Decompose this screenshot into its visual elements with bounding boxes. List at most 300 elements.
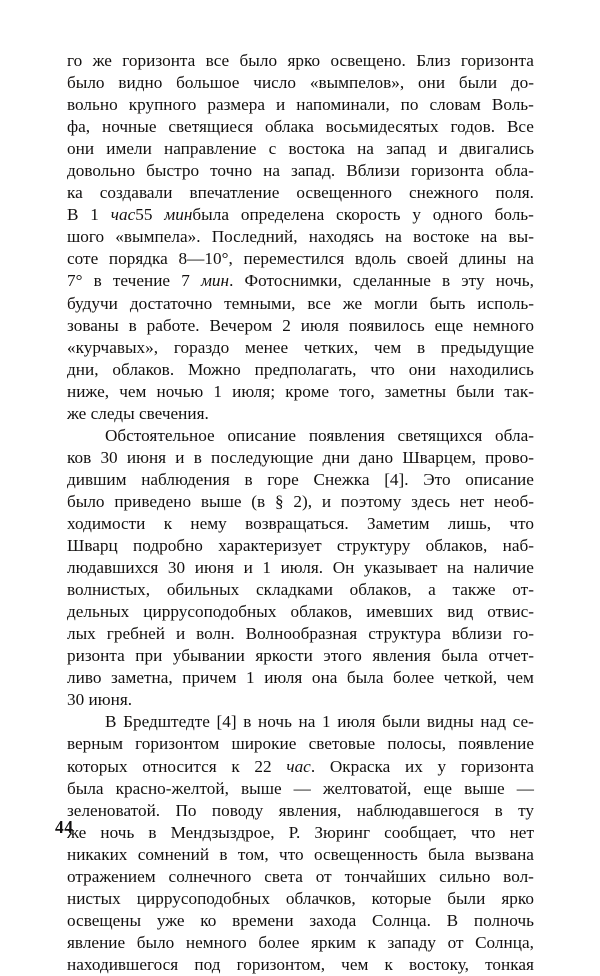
text: более xyxy=(393,668,435,688)
text: световые xyxy=(308,734,376,754)
text-word xyxy=(67,315,119,337)
text: освещены xyxy=(67,910,142,930)
text-word xyxy=(372,888,432,910)
text-word xyxy=(181,270,190,292)
text: фа, xyxy=(67,117,91,137)
text: Шварц xyxy=(67,536,118,556)
text: циррусоподобных xyxy=(136,888,270,908)
text: гораздо xyxy=(173,337,230,357)
text: освещенность xyxy=(313,844,418,864)
text: направление xyxy=(164,139,257,159)
text-line xyxy=(67,535,534,557)
text-word xyxy=(67,270,83,292)
text: необ- xyxy=(493,491,534,511)
text: солнечного xyxy=(168,866,252,886)
text-word xyxy=(67,447,91,469)
text-word xyxy=(513,711,534,733)
text-word xyxy=(509,513,534,535)
text-word xyxy=(67,94,118,116)
text-word xyxy=(232,381,275,403)
text-word xyxy=(314,822,370,844)
text-word xyxy=(100,447,117,469)
text-word xyxy=(346,160,400,182)
text-word xyxy=(518,800,534,822)
text: от xyxy=(447,932,464,952)
page-text-block xyxy=(67,50,534,976)
text: было xyxy=(136,932,175,952)
text: немного xyxy=(473,315,534,335)
text: 55 xyxy=(135,205,153,225)
text-word xyxy=(464,778,505,800)
text-word xyxy=(411,160,484,182)
text-word xyxy=(262,557,271,579)
text-word xyxy=(323,645,362,667)
text-word xyxy=(67,535,118,557)
text-word xyxy=(349,315,425,337)
text: будучи xyxy=(67,293,118,313)
text-word xyxy=(418,72,445,94)
text-word xyxy=(430,293,466,315)
text-word xyxy=(201,491,242,513)
text-word xyxy=(296,182,392,204)
text: Мендзыздрое, xyxy=(170,822,275,842)
text-word xyxy=(111,204,153,226)
text: порядка xyxy=(108,249,168,269)
text: же xyxy=(67,822,87,842)
text-word xyxy=(67,138,94,160)
italic-text: час xyxy=(110,205,136,225)
italic-text: час xyxy=(286,756,311,776)
text: указывает xyxy=(363,558,438,578)
text-word xyxy=(179,248,233,270)
text-word xyxy=(428,579,436,601)
text-word xyxy=(438,756,447,778)
text: описание xyxy=(465,469,534,489)
text-line xyxy=(67,954,534,976)
text: По xyxy=(175,800,197,820)
text: «вымпела». xyxy=(115,227,201,247)
text-word xyxy=(282,315,291,337)
text: Он xyxy=(332,558,355,578)
text-line xyxy=(67,844,534,866)
text: . xyxy=(310,756,316,776)
text-word xyxy=(175,800,196,822)
text-word xyxy=(366,601,433,623)
text: Шварцем, xyxy=(402,447,476,467)
text-word xyxy=(458,733,534,755)
text: имели xyxy=(106,139,152,159)
text: четкой, xyxy=(443,668,498,688)
text: структура xyxy=(368,624,441,644)
text: а xyxy=(428,580,436,600)
text: отвис- xyxy=(487,602,534,622)
text-word xyxy=(496,270,534,292)
text: соте xyxy=(67,249,99,269)
text: в xyxy=(494,800,503,820)
text: чем xyxy=(506,668,534,688)
text: июня xyxy=(126,447,167,467)
text-word xyxy=(364,557,438,579)
text: немного xyxy=(185,932,247,952)
text: се- xyxy=(512,712,534,732)
text-line xyxy=(67,888,534,910)
text: полночь xyxy=(473,910,534,930)
text-word xyxy=(67,579,150,601)
text: июля. xyxy=(280,558,324,578)
text: вблизи xyxy=(451,624,502,644)
text-word xyxy=(385,226,402,248)
text-word xyxy=(67,491,105,513)
text-word xyxy=(485,954,534,976)
text: видно xyxy=(118,73,163,93)
text-word xyxy=(102,116,157,138)
text-word xyxy=(311,932,356,954)
text-word xyxy=(241,204,324,226)
text-word xyxy=(480,226,497,248)
text: ко xyxy=(200,910,217,930)
text: поля. xyxy=(495,183,534,203)
text: горизонтом, xyxy=(236,954,326,974)
text: последующие xyxy=(211,447,314,467)
text-word xyxy=(285,381,329,403)
text-word xyxy=(341,491,402,513)
text-word xyxy=(164,204,229,226)
text: Снежка xyxy=(313,469,370,489)
text-word xyxy=(173,645,245,667)
text: от- xyxy=(512,580,534,600)
text: лишь, xyxy=(447,513,492,533)
text: 30 xyxy=(167,558,186,578)
text: Близ xyxy=(416,51,451,70)
text: на xyxy=(298,712,316,732)
text-word xyxy=(67,226,104,248)
text: дельных xyxy=(67,602,130,622)
text-word xyxy=(357,138,374,160)
text-word xyxy=(480,711,506,733)
text-word xyxy=(309,425,385,447)
text-word xyxy=(67,601,129,623)
text: в xyxy=(219,844,228,864)
italic-text: мин xyxy=(164,205,193,225)
text-word xyxy=(510,822,534,844)
text: чем xyxy=(374,337,402,357)
text: облаков, xyxy=(290,602,353,622)
text-word xyxy=(255,645,312,667)
text: что xyxy=(279,844,304,864)
text: над xyxy=(480,712,506,732)
text-word xyxy=(494,491,534,513)
text-line xyxy=(67,491,534,513)
text: 8—10°, xyxy=(178,249,233,269)
text: Окраска xyxy=(329,756,391,776)
text: вол- xyxy=(503,866,534,886)
text-word xyxy=(495,800,503,822)
text-word xyxy=(504,381,534,403)
text-line xyxy=(67,160,534,182)
text-word xyxy=(299,711,316,733)
text: были xyxy=(382,712,421,732)
text: могли xyxy=(374,293,418,313)
text: дни, xyxy=(67,359,99,379)
text: выше xyxy=(200,491,242,511)
text-word xyxy=(412,204,421,226)
text: у xyxy=(437,756,447,776)
text: ночные xyxy=(102,117,157,137)
text: волн. xyxy=(196,624,235,644)
text-word xyxy=(495,204,534,226)
text-word xyxy=(330,756,390,778)
text: которых xyxy=(67,756,128,776)
text: темными, xyxy=(224,293,296,313)
text-word xyxy=(106,138,152,160)
text: быстро xyxy=(146,161,200,181)
text-word xyxy=(105,711,116,733)
text-word xyxy=(118,72,162,94)
text: Последний, xyxy=(211,227,298,247)
text-word xyxy=(423,778,452,800)
text: освещено. xyxy=(330,51,406,70)
text-word xyxy=(350,579,412,601)
text: здесь xyxy=(411,491,450,511)
text: вызвана xyxy=(475,844,534,864)
text: причем xyxy=(182,668,237,688)
text-word xyxy=(304,337,358,359)
text: приведено xyxy=(114,491,192,511)
text-line xyxy=(67,270,534,292)
text: светящихся xyxy=(397,425,483,445)
text-word xyxy=(343,293,362,315)
text-word xyxy=(501,888,534,910)
text: структуру xyxy=(336,536,411,556)
text: и xyxy=(243,558,253,578)
text: зеленоватой. xyxy=(67,800,161,820)
text-word xyxy=(339,381,375,403)
paragraph xyxy=(67,711,534,976)
text: лых xyxy=(67,624,96,644)
text-word xyxy=(385,381,446,403)
text-word xyxy=(448,932,464,954)
text: подробно xyxy=(133,536,203,556)
text: в xyxy=(148,822,157,842)
text: размера xyxy=(207,95,266,115)
text-line xyxy=(67,248,534,270)
text: чем xyxy=(341,954,369,974)
text-word xyxy=(488,645,534,667)
text-word xyxy=(405,756,423,778)
text-word xyxy=(388,932,436,954)
text: двигались xyxy=(459,139,534,159)
text-line xyxy=(67,315,534,337)
text: нему xyxy=(190,513,227,533)
text: 1 xyxy=(262,558,271,578)
text-word xyxy=(495,425,534,447)
text-word xyxy=(384,469,408,491)
text-line xyxy=(67,623,534,645)
text-word xyxy=(450,116,495,138)
text: вольно xyxy=(67,95,118,115)
text: заметна, xyxy=(110,668,173,688)
text: на xyxy=(517,249,534,269)
text: (в xyxy=(251,491,266,511)
italic-text: мин xyxy=(200,271,230,291)
text-word xyxy=(188,359,241,381)
text-word xyxy=(209,315,272,337)
text-word xyxy=(111,667,173,689)
text-word xyxy=(67,667,101,689)
text-word xyxy=(93,50,112,72)
text-word xyxy=(200,910,216,932)
text-word xyxy=(286,888,356,910)
text-word xyxy=(67,932,125,954)
text-word xyxy=(94,270,102,292)
text: нистых xyxy=(67,888,121,908)
text: дившим xyxy=(67,469,127,489)
text-word xyxy=(190,182,280,204)
text-word xyxy=(485,447,534,469)
text: своей xyxy=(406,249,449,269)
text-word xyxy=(503,535,534,557)
text: четких, xyxy=(303,337,359,357)
text-word xyxy=(245,337,288,359)
text: в xyxy=(244,469,253,489)
text: «курчавых», xyxy=(67,337,159,357)
text-word xyxy=(461,50,534,72)
text-word xyxy=(105,425,215,447)
text: ту xyxy=(518,800,534,820)
text: зованы xyxy=(67,315,119,335)
text: к xyxy=(163,513,173,533)
text: которые xyxy=(371,888,432,908)
text-word xyxy=(238,844,269,866)
text: — xyxy=(516,778,534,798)
text: еще xyxy=(423,778,453,798)
text-word xyxy=(322,711,331,733)
text-word xyxy=(475,844,534,866)
text-word xyxy=(337,535,410,557)
text-word xyxy=(135,733,219,755)
text-line xyxy=(67,72,534,94)
text-word xyxy=(411,491,450,513)
text: было xyxy=(67,491,105,511)
text: крупного xyxy=(128,95,197,115)
text: же xyxy=(92,51,112,70)
text-word xyxy=(218,535,321,557)
text-word xyxy=(146,160,199,182)
text-line xyxy=(67,645,534,667)
text-word xyxy=(206,50,230,72)
text-word xyxy=(517,778,534,800)
text: В xyxy=(67,205,79,225)
text: эту xyxy=(461,271,485,291)
text: к xyxy=(231,756,240,776)
text-word xyxy=(254,756,271,778)
text: выше xyxy=(240,778,282,798)
text: довольно xyxy=(67,161,136,181)
text: июля; xyxy=(232,381,276,401)
text: было xyxy=(67,73,105,93)
text: востоку, xyxy=(409,954,469,974)
text: явление xyxy=(67,932,126,952)
text-line xyxy=(67,182,534,204)
text-word xyxy=(444,667,498,689)
text-word xyxy=(370,359,395,381)
text: 1 xyxy=(246,668,255,688)
text-word xyxy=(67,50,82,72)
text: Фотоснимки, xyxy=(244,271,342,291)
text: убывании xyxy=(172,646,245,666)
text-word xyxy=(116,778,229,800)
text-word xyxy=(217,711,237,733)
text-word xyxy=(137,888,270,910)
text-word xyxy=(330,50,405,72)
text: 30 июня. xyxy=(67,690,133,710)
text: ходимости xyxy=(67,513,146,533)
text: предполагать, xyxy=(254,359,357,379)
text: и xyxy=(276,95,286,115)
text: и xyxy=(321,491,332,511)
text-word xyxy=(289,822,301,844)
text-word xyxy=(402,447,476,469)
text: горизонтом xyxy=(135,734,220,754)
text-word xyxy=(129,315,137,337)
text: их xyxy=(405,756,423,776)
text-word xyxy=(287,50,320,72)
text-line xyxy=(67,513,534,535)
text-word xyxy=(67,800,160,822)
text: захода xyxy=(309,910,357,930)
text-word xyxy=(416,50,450,72)
text-word xyxy=(195,557,234,579)
page-number: 44 xyxy=(55,817,74,837)
text: характеризует xyxy=(218,536,322,556)
text-word xyxy=(316,866,332,888)
text: заметны xyxy=(384,381,447,401)
text-word xyxy=(353,270,431,292)
text-word xyxy=(293,491,312,513)
text-word xyxy=(426,535,488,557)
text: запад. xyxy=(291,161,336,181)
text-word xyxy=(122,50,195,72)
text-word xyxy=(398,425,483,447)
text-word xyxy=(460,491,484,513)
text-word xyxy=(288,138,344,160)
text-word xyxy=(147,315,200,337)
text: явления, xyxy=(278,800,342,820)
text-word xyxy=(240,50,278,72)
text: до- xyxy=(510,73,534,93)
text: Р. xyxy=(288,822,301,842)
text: 22 xyxy=(254,756,272,776)
text: прово- xyxy=(485,447,534,467)
text: § xyxy=(274,491,284,511)
text-line xyxy=(67,800,534,822)
text: тончайших xyxy=(344,866,427,886)
text-word xyxy=(141,469,230,491)
text: у xyxy=(412,205,421,225)
text-word xyxy=(194,954,220,976)
text: восьмидесятых xyxy=(325,117,439,137)
text: [4]. xyxy=(384,469,409,489)
text-word xyxy=(207,94,265,116)
text-line xyxy=(67,469,534,491)
text: описание xyxy=(227,425,297,445)
text-word xyxy=(461,756,534,778)
text-word xyxy=(176,623,185,645)
text: сомнений xyxy=(137,844,210,864)
text-word xyxy=(507,116,534,138)
paragraph xyxy=(67,425,534,712)
text-word xyxy=(427,711,474,733)
